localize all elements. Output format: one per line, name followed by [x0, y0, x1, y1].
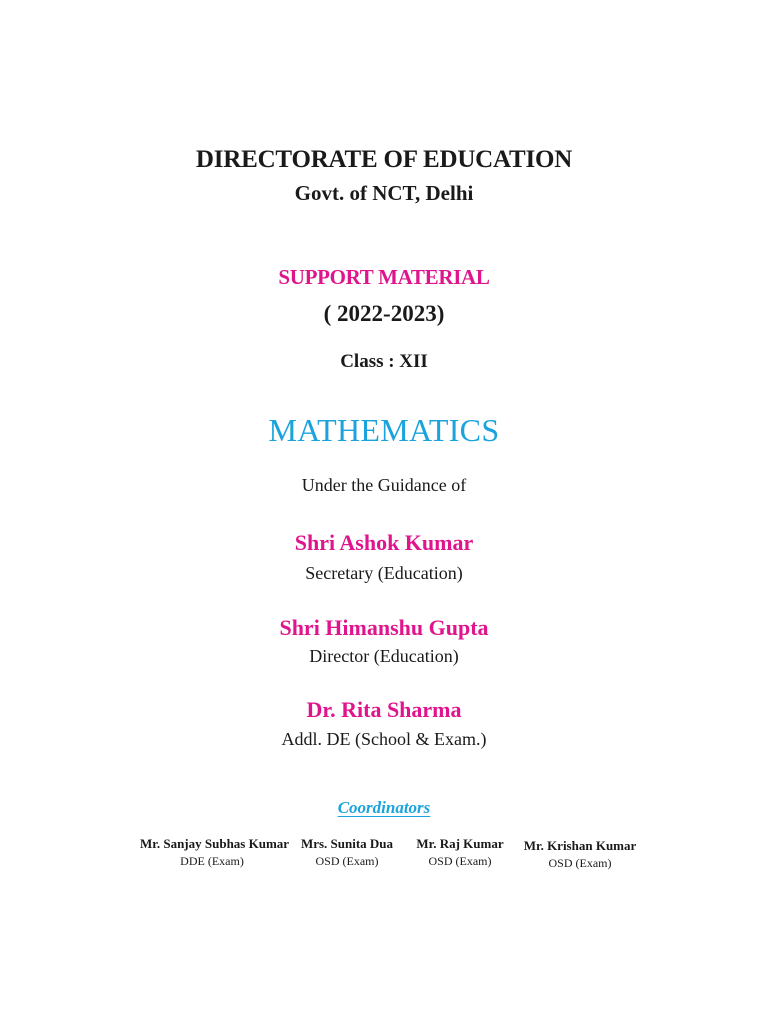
class-label: Class : XII: [340, 351, 428, 372]
coordinator-entry: [410, 835, 510, 869]
coordinator-entry: [522, 837, 638, 871]
coordinator-role: DDE (Exam): [180, 854, 244, 868]
official-role-addl-de: Addl. DE (School & Exam.): [281, 729, 487, 749]
official-role-director: Director (Education): [309, 646, 459, 666]
coordinator-name: Mr. Raj Kumar: [416, 836, 504, 851]
official-name-secretary: Shri Ashok Kumar: [294, 530, 474, 555]
government-subtitle: Govt. of NCT, Delhi: [294, 181, 474, 205]
coordinator-name: Mr. Sanjay Subhas Kumar: [140, 836, 290, 851]
subject-title: MATHEMATICS: [268, 412, 500, 448]
official-role-secretary: Secretary (Education): [305, 563, 463, 583]
support-material-title: SUPPORT MATERIAL: [278, 265, 490, 289]
official-name-director: Shri Himanshu Gupta: [279, 615, 489, 640]
coordinator-role: OSD (Exam): [548, 856, 612, 870]
coordinators-heading: Coordinators: [337, 798, 431, 817]
guidance-label: Under the Guidance of: [301, 475, 467, 495]
coordinator-name: Mrs. Sunita Dua: [300, 836, 394, 851]
academic-year: ( 2022-2023): [323, 301, 445, 326]
coordinator-entry: [140, 835, 290, 869]
coordinator-name: Mr. Krishan Kumar: [523, 838, 637, 853]
coordinator-role: OSD (Exam): [315, 854, 379, 868]
organization-title: DIRECTORATE OF EDUCATION: [195, 146, 573, 173]
official-name-addl-de: Dr. Rita Sharma: [306, 697, 462, 722]
coordinator-entry: [296, 835, 398, 869]
coordinator-role: OSD (Exam): [428, 854, 492, 868]
